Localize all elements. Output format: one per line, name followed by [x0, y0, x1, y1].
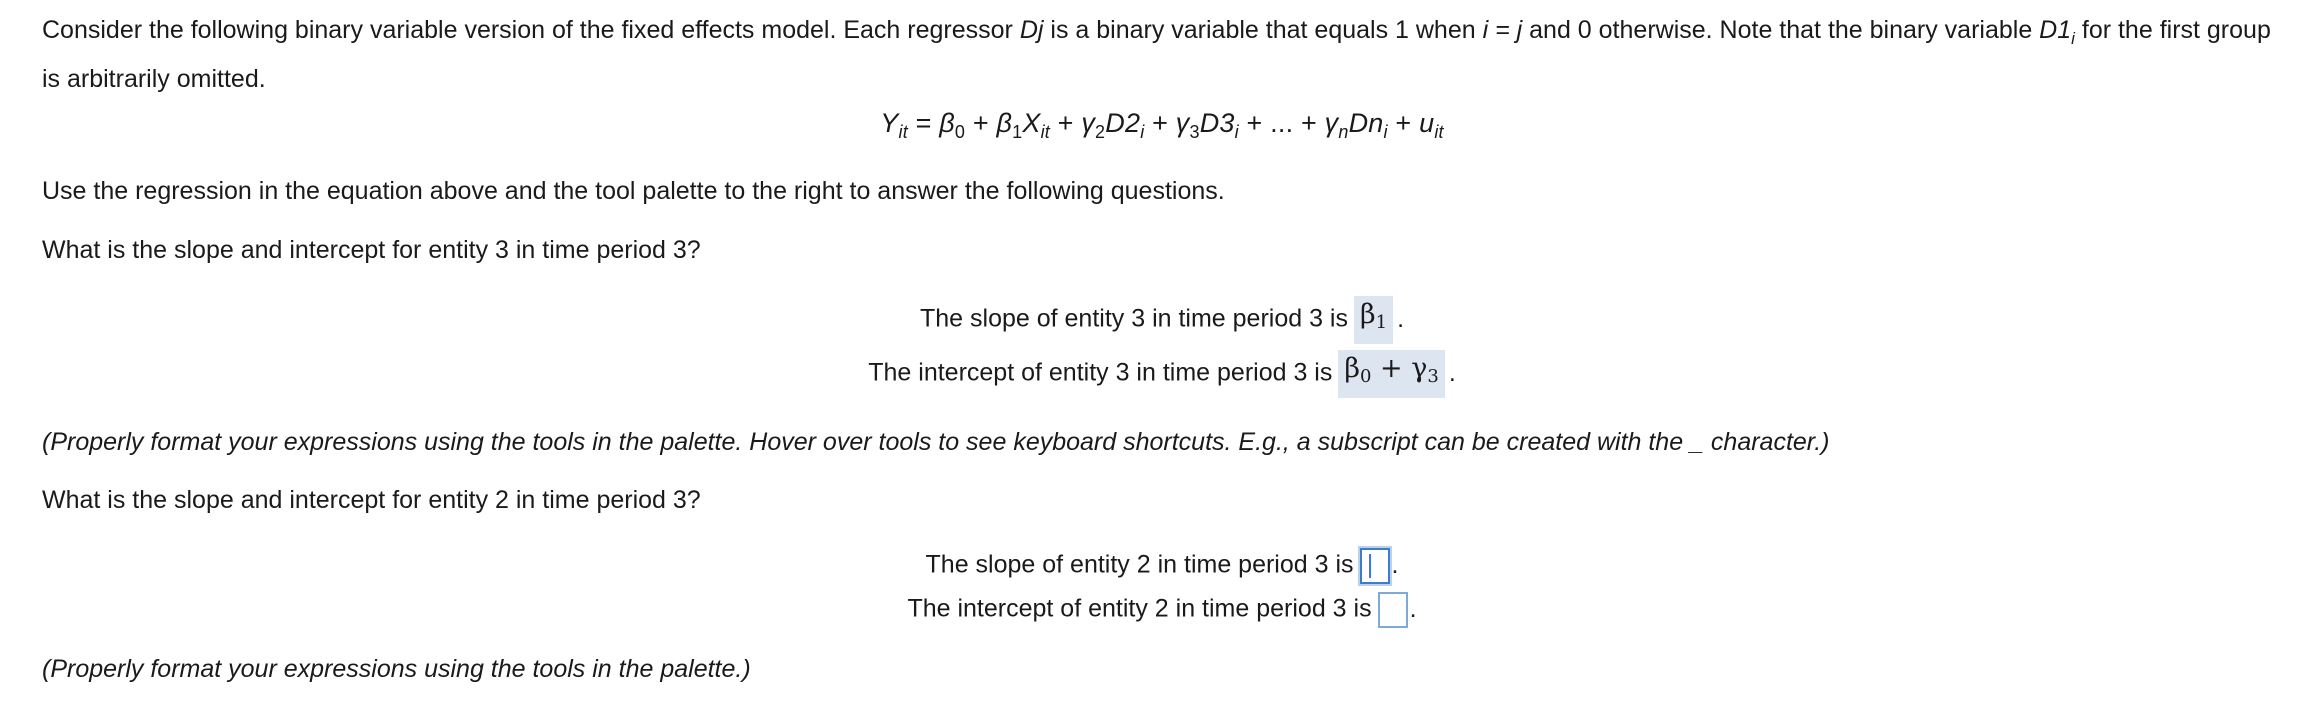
q2-slope-row: The slope of entity 2 in time period 3 is . [42, 548, 2282, 584]
ij-condition: i = j [1482, 16, 1523, 44]
question1-prompt: What is the slope and intercept for entity 3 in time period 3? [42, 236, 701, 264]
format-note-short: (Properly format your expressions using the tools in the palette.) [42, 655, 751, 683]
d1-variable: $D1_i$ [2039, 16, 2075, 48]
fixed-effects-equation: $Y_{it} = \beta_0 + \beta_1X_{it} + \gamma_2D2_i + \gamma_3D3_i$ + ... + $\gamma_nDn_i + u_{it}$ [880, 108, 1444, 142]
intro-text: Consider the following binary variable version of the fixed effects model. Each regressor Dj is a binary variable that equals 1 when i = j and 0 otherwise. Note that the binary variable $D1_i$ for the first group is arbitrarily omitted. [42, 16, 2271, 93]
q2-intercept-label: The intercept of entity 2 in time period 3 is [907, 594, 1372, 623]
q1-slope-label: The slope of entity 3 in time period 3 is [919, 304, 1348, 333]
question-content [42, 0, 2282, 683]
q1-slope-answer[interactable]: $\beta_1$ [1354, 296, 1393, 344]
q2-intercept-input[interactable] [1378, 592, 1408, 628]
format-note-long: (Properly format your expressions using the tools in the palette. Hover over tools to see keyboard shortcuts. E.g., a subscript can be created with the _ character.) [42, 428, 1830, 456]
q1-slope-row: The slope of entity 3 in time period 3 is $\beta_1$ . [42, 296, 2282, 344]
question2-prompt: What is the slope and intercept for entity 2 in time period 3? [42, 486, 701, 514]
q2-slope-input[interactable] [1360, 548, 1390, 584]
text-cursor [1369, 554, 1371, 578]
q2-intercept-row: The intercept of entity 2 in time period 3 is . [42, 592, 2282, 628]
q1-intercept-answer[interactable]: $\beta_0 + \gamma_3$ [1338, 350, 1444, 398]
instruction-text: Use the regression in the equation above and the tool palette to the right to answer the following questions. [42, 177, 1225, 205]
dj-variable: Dj [1019, 16, 1044, 44]
q1-intercept-row: The intercept of entity 3 in time period 3 is $\beta_0 + \gamma_3$ . [42, 350, 2282, 398]
q2-slope-label: The slope of entity 2 in time period 3 is [925, 550, 1354, 579]
q1-intercept-label: The intercept of entity 3 in time period 3 is [868, 358, 1333, 387]
